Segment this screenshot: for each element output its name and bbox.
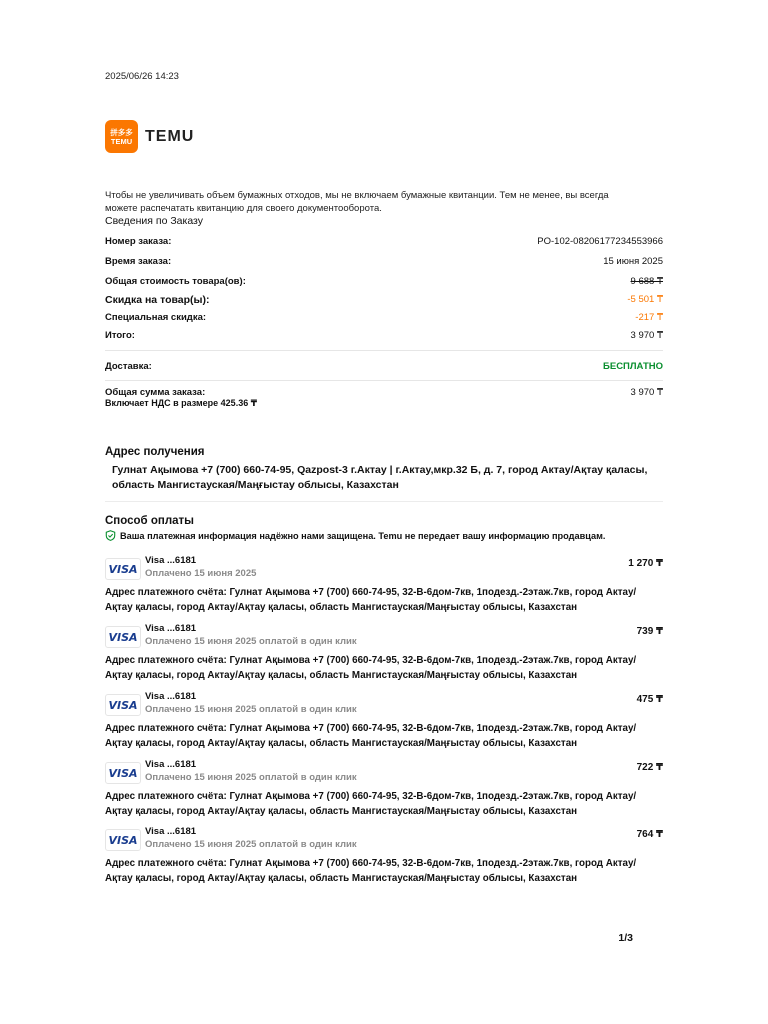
visa-card-icon: VISA [105, 694, 141, 716]
vat-note: Включает НДС в размере 425.36 ₸ [105, 398, 257, 408]
special-discount-row [105, 312, 663, 323]
delivery-address-text: Гулнат Ақымова +7 (700) 660-74-95, Qazpost-3 г.Актау | г.Актау,мкр.32 Б, д. 7, город Актау/Ақтау қаласы, область Мангистауская/Маңғыстау облысы, Казахстан [112, 464, 648, 491]
visa-card-icon: VISA [105, 558, 141, 580]
delivery-address-title: Адрес получения [105, 446, 205, 458]
temu-logo-icon [105, 120, 138, 153]
payment-amount: 1 270 ₸ [628, 558, 663, 569]
subtotal-row [105, 330, 663, 341]
print-timestamp: 2025/06/26 14:23 [105, 71, 179, 82]
order-total-value: 3 970 ₸ [630, 387, 663, 398]
payment-method-title: Способ оплаты [105, 515, 194, 527]
payment-card: Visa ...6181 [145, 826, 197, 837]
visa-card-icon: VISA [105, 626, 141, 648]
payment-card: Visa ...6181 [145, 759, 197, 770]
order-time-row [105, 256, 663, 267]
paper-receipt-notice: Чтобы не увеличивать объем бумажных отходов, мы не включаем бумажные квитанции. Тем не менее, вы всегда можете распечатать квитанцию для своего документооборота. [105, 190, 609, 214]
payment-card: Visa ...6181 [145, 623, 197, 634]
visa-card-icon: VISA [105, 762, 141, 784]
order-number-value: PO-102-08206177234553966 [537, 236, 663, 247]
item-discount-value: -5 501 ₸ [627, 294, 663, 305]
order-time-label: Время заказа: [105, 256, 172, 267]
payment-status: Оплачено 15 июня 2025 оплатой в один клик [145, 704, 357, 715]
payment-amount: 764 ₸ [636, 829, 663, 840]
order-info-title: Сведения по Заказу [105, 215, 204, 227]
payment-status: Оплачено 15 июня 2025 оплатой в один клик [145, 636, 357, 647]
billing-address: Адрес платежного счёта: Гулнат Ақымова +7 (700) 660-74-95, 32-В-6дом-7кв, 1подезд.-2этаж.7кв, город Актау/Ақтау қаласы, город Актау/Ақтау қаласы, область Мангистауская/Маңғыстау облысы, Казахстан [105, 858, 637, 884]
logo-box-top: 拼多多 [110, 127, 133, 137]
divider [105, 380, 663, 381]
billing-address: Адрес платежного счёта: Гулнат Ақымова +7 (700) 660-74-95, 32-В-6дом-7кв, 1подезд.-2этаж.7кв, город Актау/Ақтау қаласы, город Актау/Ақтау қаласы, область Мангистауская/Маңғыстау облысы, Казахстан [105, 587, 637, 613]
order-number-row [105, 236, 663, 247]
total-goods-row [105, 276, 663, 287]
visa-card-icon: VISA [105, 829, 141, 851]
logo-wordmark: TEMU [145, 127, 195, 145]
delivery-row [105, 361, 663, 372]
divider [105, 350, 663, 351]
logo-box-bottom: TEMU [110, 136, 133, 146]
page-number: 1/3 [618, 932, 633, 944]
payment-status: Оплачено 15 июня 2025 оплатой в один клик [145, 772, 357, 783]
order-number-label: Номер заказа: [105, 236, 172, 247]
payment-card: Visa ...6181 [145, 691, 197, 702]
payment-status: Оплачено 15 июня 2025 [145, 568, 257, 579]
billing-address: Адрес платежного счёта: Гулнат Ақымова +7 (700) 660-74-95, 32-В-6дом-7кв, 1подезд.-2этаж.7кв, город Актау/Ақтау қаласы, город Актау/Ақтау қаласы, область Мангистауская/Маңғыстау облысы, Казахстан [105, 723, 637, 749]
shield-check-icon [105, 530, 116, 541]
order-time-value: 15 июня 2025 [603, 256, 663, 267]
payment-card: Visa ...6181 [145, 555, 197, 566]
item-discount-row [105, 294, 663, 306]
divider [105, 501, 663, 502]
subtotal-label: Итого: [105, 330, 135, 341]
order-total-row [105, 387, 663, 398]
billing-address: Адрес платежного счёта: Гулнат Ақымова +7 (700) 660-74-95, 32-В-6дом-7кв, 1подезд.-2этаж.7кв, город Актау/Ақтау қаласы, город Актау/Ақтау қаласы, область Мангистауская/Маңғыстау облысы, Казахстан [105, 655, 637, 681]
payment-amount: 739 ₸ [636, 626, 663, 637]
total-goods-value: 9 688 ₸ [630, 276, 663, 287]
delivery-value: БЕСПЛАТНО [603, 361, 663, 372]
special-discount-value: -217 ₸ [635, 312, 663, 323]
subtotal-value: 3 970 ₸ [630, 330, 663, 341]
special-discount-label: Специальная скидка: [105, 312, 207, 323]
temu-logo [105, 120, 194, 153]
item-discount-label: Скидка на товар(ы): [105, 294, 210, 306]
secure-payment-text: Ваша платежная информация надёжно нами защищена. Temu не передает вашу информацию продавцам. [120, 530, 606, 541]
total-goods-label: Общая стоимость товара(ов): [105, 276, 246, 287]
secure-payment-note [105, 530, 605, 541]
payment-status: Оплачено 15 июня 2025 оплатой в один клик [145, 839, 357, 850]
payment-amount: 475 ₸ [636, 694, 663, 705]
order-total-label: Общая сумма заказа: [105, 387, 206, 398]
payment-amount: 722 ₸ [636, 762, 663, 773]
delivery-label: Доставка: [105, 361, 152, 372]
billing-address: Адрес платежного счёта: Гулнат Ақымова +7 (700) 660-74-95, 32-В-6дом-7кв, 1подезд.-2этаж.7кв, город Актау/Ақтау қаласы, город Актау/Ақтау қаласы, область Мангистауская/Маңғыстау облысы, Казахстан [105, 791, 637, 817]
